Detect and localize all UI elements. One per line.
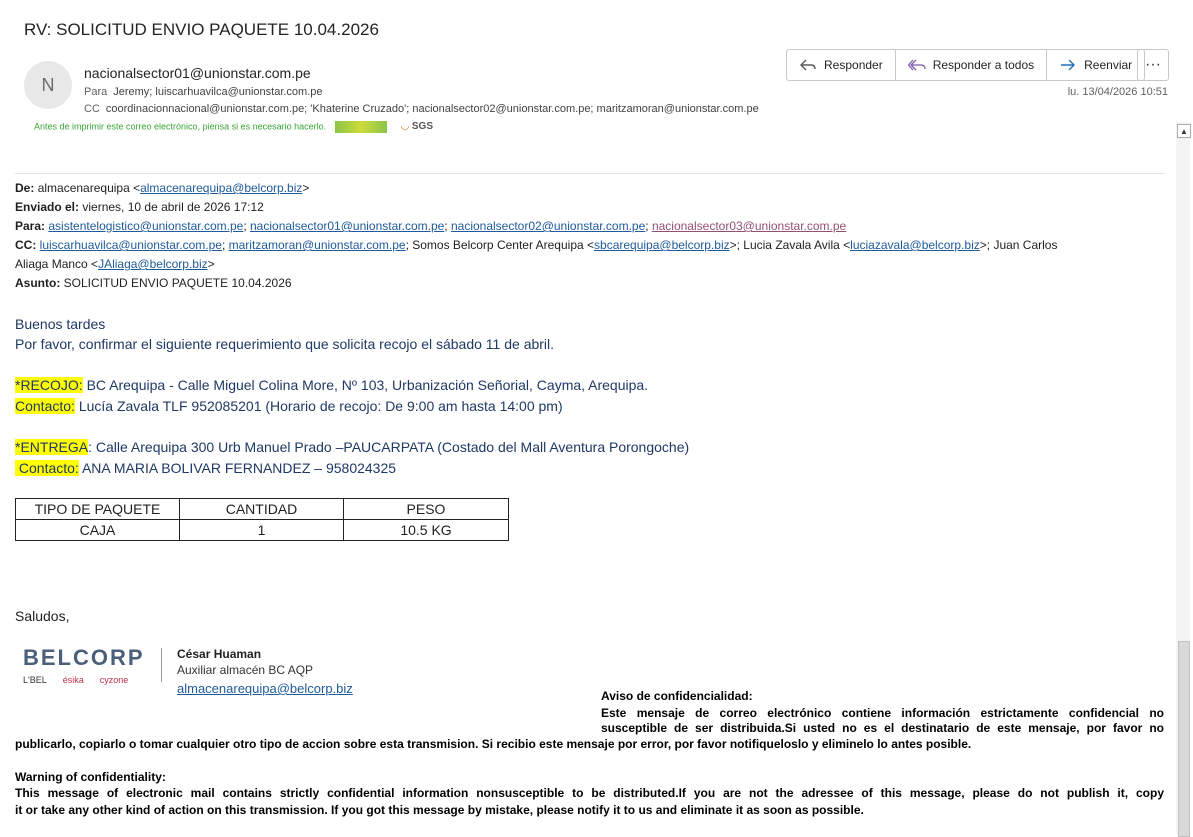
reply-button[interactable] [787,50,896,80]
belcorp-logo [23,645,145,685]
contacto1-label: Contacto: [15,398,75,414]
fw-subject-value: SOLICITUD ENVIO PAQUETE 10.04.2026 [63,276,292,290]
contacto2-value: ANA MARIA BOLIVAR FERNANDEZ – 958024325 [78,460,397,476]
brand-list [23,675,145,685]
scrollbar-thumb[interactable] [1178,641,1190,837]
legal-es-line2: susceptible de ser distribuida.Si usted no es el destinatario de este mensaje, por favor no [601,721,1164,735]
fw-sent-value: viernes, 10 de abril de 2026 17:12 [82,200,264,214]
reply-all-icon [908,58,926,72]
entrega-line [15,439,689,455]
fw-to-email-2[interactable]: nacionalsector01@unionstar.com.pe [250,219,445,233]
action-buttons [786,49,1145,81]
more-options-button[interactable]: ··· [1137,49,1169,81]
to-label: Para [84,86,108,98]
divider [15,173,1165,174]
fw-cc-cont: Aliaga Manco <JAliaga@belcorp.biz> [15,257,215,271]
contacto1-line [15,398,563,414]
fw-to-email-3[interactable]: nacionalsector02@unionstar.com.pe [450,219,646,233]
table-cell: 10.5 KG [344,520,509,541]
reply-all-label: Responder a todos [932,58,1035,72]
cc-label: CC [84,103,100,115]
recojo-value: BC Arequipa - Calle Miguel Colina More, Nº 103, Urbanización Señorial, Cayma, Arequipa. [82,377,649,393]
contacto2-label: Contacto: [15,460,79,476]
fw-cc-name-4: Lucia Zavala Avila [743,238,840,252]
legal-en-line1: This message of electronic mail contains strictly confidential information nonsusceptible to be distributed.If you are not the adressee of this message, please do not publish it, copy [15,786,1164,800]
recojo-label: *RECOJO: [15,377,83,393]
banner-text: Antes de imprimir este correo electrónico, piensa si es necesario hacerlo. [34,121,327,132]
fw-cc-email-3[interactable]: sbcarequipa@belcorp.biz [594,238,730,252]
fw-to-label: Para: [15,219,46,233]
legal-es-line3: publicarlo, copiarlo o tomar cualquier otro tipo de accion sobre esta transmision. Si recibio este mensaje por error, por favor notifiqueloslo y eliminelo lo antes posible. [15,737,972,751]
fw-cc-name-5a: Juan Carlos [993,238,1058,252]
fw-subject [15,276,292,290]
legal-en-line2: it or take any other kind of action on this transmission. If you got this message by mistake, please notify it to us and eliminate it as soon as possible. [15,803,864,817]
signature-name: César Huaman [177,647,262,661]
scroll-up-arrow-icon[interactable]: ▲ [1177,124,1191,138]
closing: Saludos, [15,608,70,624]
fw-from-label: De: [15,181,35,195]
fw-cc-name-5b: Aliaga Manco [15,257,88,271]
entrega-value: : Calle Arequipa 300 Urb Manuel Prado –PAUCARPATA (Costado del Mall Aventura Porongoche) [88,439,690,455]
table-row [16,520,509,541]
print-banner [34,121,433,133]
table-cell: 1 [180,520,344,541]
to-value[interactable]: Jeremy; luiscarhuavilca@unionstar.com.pe [113,86,323,98]
cc-value[interactable]: coordinacionnacional@unionstar.com.pe; 'Khaterine Cruzado'; nacionalsector02@unionstar.com.pe; maritzamoran@unionstar.com.pe [105,103,759,115]
table-header: TIPO DE PAQUETE [16,499,180,520]
reply-all-button[interactable] [896,50,1047,80]
brand-cyzone: cyzone [99,675,129,685]
sender-address[interactable]: nacionalsector01@unionstar.com.pe [84,65,311,81]
forward-icon [1059,58,1077,72]
forward-button[interactable] [1047,50,1144,80]
legal-en-title: Warning of confidentiality: [15,770,166,784]
eco-logo [335,121,387,133]
avatar: N [24,61,72,109]
brand-lbel: L'BEL [23,675,47,685]
belcorp-wordmark: BELCORP [23,645,145,670]
greeting: Buenos tardes [15,316,106,332]
to-line [84,86,323,98]
brand-esika: ésika [62,675,84,685]
recojo-line [15,377,648,393]
fw-from-email[interactable]: almacenarequipa@belcorp.biz [140,181,303,195]
fw-subject-label: Asunto: [15,276,61,290]
received-date: lu. 13/04/2026 10:51 [1067,86,1168,98]
table-cell: CAJA [16,520,180,541]
fw-cc-name-3: Somos Belcorp Center Arequipa [412,238,584,252]
fw-sent [15,200,264,214]
fw-cc: CC: luiscarhuavilca@unionstar.com.pe; maritzamoran@unionstar.com.pe; Somos Belcorp Center Arequipa <sbcarequipa@belcorp.biz>; Lucia Zavala Avila <luciazavala@belcorp.biz>; Juan Carlos [15,238,1058,252]
package-table [15,498,509,541]
fw-to: Para: asistentelogistico@unionstar.com.pe; nacionalsector01@unionstar.com.pe; nacionalsector02@unionstar.com.pe; nacionalsector03@unionstar.com.pe [15,219,847,233]
legal-es-title: Aviso de confidencialidad: [601,689,753,703]
email-subject: RV: SOLICITUD ENVIO PAQUETE 10.04.2026 [24,20,379,39]
signature-email[interactable]: almacenarequipa@belcorp.biz [177,681,353,696]
cc-line [84,103,759,115]
entrega-label: *ENTREGA [15,439,89,455]
fw-cc-email-1[interactable]: luiscarhuavilca@unionstar.com.pe [39,238,222,252]
signature-role: Auxiliar almacén BC AQP [177,663,314,677]
fw-to-email-4[interactable]: nacionalsector03@unionstar.com.pe [651,219,847,233]
fw-cc-email-2[interactable]: maritzamoran@unionstar.com.pe [228,238,406,252]
reply-label: Responder [824,58,883,72]
fw-to-email-1[interactable]: asistentelogistico@unionstar.com.pe [48,219,244,233]
reply-icon [799,58,817,72]
sgs-logo: ◡ SGS [401,121,433,133]
fw-from-name: almacenarequipa [37,181,130,195]
table-header: CANTIDAD [180,499,344,520]
contacto2-line [15,460,396,476]
fw-from: De: almacenarequipa <almacenarequipa@belcorp.biz> [15,181,310,195]
table-header: PESO [344,499,509,520]
fw-cc-label: CC: [15,238,37,252]
table-header-row [16,499,509,520]
contacto1-value: Lucía Zavala TLF 952085201 (Horario de recojo: De 9:00 am hasta 14:00 pm) [74,398,563,414]
fw-cc-email-4[interactable]: luciazavala@belcorp.biz [850,238,980,252]
forward-label: Reenviar [1084,58,1133,72]
fw-sent-label: Enviado el: [15,200,80,214]
request-text: Por favor, confirmar el siguiente requerimiento que solicita recojo el sábado 11 de abril. [15,336,555,352]
fw-cc-email-5[interactable]: JAliaga@belcorp.biz [98,257,208,271]
signature-divider [161,648,162,682]
legal-es-line1: Este mensaje de correo electrónico contiene información estrictamente confidencial no [601,706,1164,720]
